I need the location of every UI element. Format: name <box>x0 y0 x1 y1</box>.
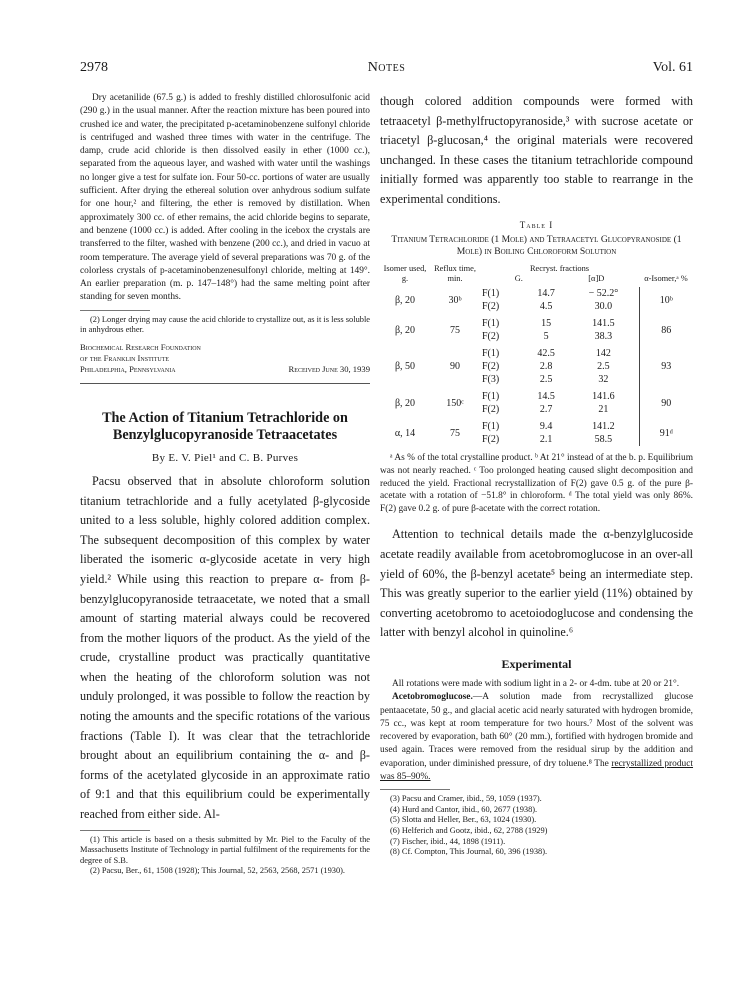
cell-rotation: 30.0 <box>568 300 639 313</box>
cell-rotation: 141.5 <box>568 313 639 330</box>
cell-grams: 2.7 <box>539 404 553 416</box>
affiliation-line-1: Biochemical Research Foundation <box>80 341 201 352</box>
cell-reflux-time: 75 <box>450 324 460 336</box>
footnote-rule <box>80 830 150 831</box>
table-row <box>380 416 693 433</box>
recryst-label: Recryst. fractions <box>529 264 590 274</box>
section-heading-experimental: Experimental <box>501 656 572 671</box>
col-rotation: [α]D <box>588 273 605 283</box>
article-separator <box>80 383 370 384</box>
cell-fraction: F(1) <box>482 348 500 360</box>
cell-rotation: 141.6 <box>568 386 639 403</box>
cell-grams: 15 <box>541 318 552 330</box>
running-title: Notes <box>367 60 406 75</box>
table-row <box>380 287 693 300</box>
cell-rotation: 141.2 <box>568 416 639 433</box>
footnote-rule <box>80 310 150 311</box>
right-footnotes <box>380 794 693 858</box>
right-column <box>380 92 693 858</box>
cell-grams: 9.4 <box>539 421 553 433</box>
cell-grams: 2.8 <box>539 361 553 373</box>
affiliation-line-2: of the Franklin Institute <box>80 352 170 363</box>
table-note: ᵃ As % of the total crystalline product. ᵇ At 21° instead of at the b. p. Equilibrium was not nearly reached. ᶜ Too prolonged heating caused slight decomposition and reduced the yield. Fractional recrystallization of F(2) gave 0.5 g. of the pure β-acetate with a rotation of −51.8° in chloroform. ᵈ The total yield was only 86%. F(2) gave 0.2 g. of pure β-acetate with the correct rotation. <box>380 453 693 514</box>
results-table <box>380 264 693 446</box>
cell-grams: 42.5 <box>537 348 555 360</box>
affiliation-city: Philadelphia, Pennsylvania <box>80 363 176 374</box>
continued-paragraph: though colored addition compounds were formed with tetraacetyl β-methylfructopyranoside,³ with sucrose acetate or triacetyl β-glucosan,⁴ the original materials were recovered unchanged. In these cases the titanium tetrachloride compound initially formed was apparently too stable to rearrange in the experimental conditions. <box>380 94 693 206</box>
body-paragraph-2: Attention to technical details made the α-benzylglucoside acetate readily available from acetobromoglucose in an over-all yield of 60%, the β-benzyl acetate⁵ being an intermediate step. This was greatly superior to the earlier yield (11%) obtained by converting acetobromo to acetoiodoglucose and condensing the latter with benzyl alcohol in quinoline.⁶ <box>380 527 693 640</box>
cell-reflux-time: 90 <box>450 361 460 373</box>
table-caption: Titanium Tetrachloride (1 Mole) and Tetraacetyl Glucopyranoside (1 Mole) in Boiling Chloroform Solution <box>391 233 682 257</box>
cell-fraction: F(1) <box>482 318 500 330</box>
cell-isomer-used: β, 20 <box>394 294 416 306</box>
previous-article-paragraph: Dry acetanilide (67.5 g.) is added to freshly distilled chlorosulfonic acid (290 g.) in the usual manner. After the reaction mixture has been poured into crushed ice and water, the precipitated p-acetaminobenzene sulfonyl chloride is centrifuged and washed three times with water in the centrifuge. The damp, crude acid chloride is then dissolved easily in ether (1000 cc.), separated from the aqueous layer, and washed with water until the washings no longer give a test for sulfate ion. Four 50-cc. portions of water are usually sufficient. After drying the ethereal solution over anhydrous sodium sulfate for one hour,² and filtering, the ether is removed by distillation. When approximately 300 cc. of ether remains, the acid chloride begins to separate, and benzene (1000 cc.) is added. After cooling in the icebox the crystals are transferred to the filter, washed with benzene (200 cc.), and dried in vacuo at room temperature. The average yield of several preparations was 70 g. of the colorless crystals of p-acetaminobenzenesulfonyl chloride, melting at 149°. An earlier preparation (m. p. 147–148°) had the same melting point after standing for seven months. <box>80 93 370 303</box>
table-header-row <box>380 264 693 287</box>
footnote-3: (3) Pacsu and Cramer, ibid., 59, 1059 (1937). <box>390 794 542 804</box>
cell-grams: 14.7 <box>537 288 555 300</box>
cell-fraction: F(1) <box>482 391 500 403</box>
cell-rotation: 38.3 <box>568 330 639 343</box>
article-title: The Action of Titanium Tetrachloride on Benzylglucopyranoside Tetraacetates <box>102 409 348 443</box>
cell-fraction: F(1) <box>482 288 500 300</box>
cell-alpha-isomer: 93 <box>661 361 672 373</box>
footnote-6: (6) Helferich and Gootz, ibid., 62, 2788 (1929) <box>390 826 548 836</box>
table-row <box>380 386 693 403</box>
article-body-paragraph: Pacsu observed that in absolute chloroform solution titanium tetrachloride and a fully acetylated β-glycoside united to a less soluble, highly colored addition complex. The subsequent decomposition of this complex by water liberated the isomeric α-glycoside acetate in very high yield.² While using this reaction to prepare α- from β-benzylglucopyranoside tetraacetate, we noted that a small amount of starting material always could be recovered from the mother liquors of the product. As the yield of the crude, crystalline product was practically quantitative when the heating of the chloroform solution was not unduly prolonged, it was possible to follow the reaction by noting the amounts and the specific rotations of the various fractions (Table I). It was clear that the tetrachloride brought about an equilibrium containing the α- and β-forms of the acetylated glycoside in an approximate ratio of 9:1 and that this equilibrium could be experimentally reached from either side. Al- <box>80 473 370 822</box>
cell-fraction: F(2) <box>482 404 500 416</box>
cell-grams: 2.1 <box>539 434 553 446</box>
table-label: Table I <box>519 219 554 230</box>
footnote-5: (5) Slotta and Heller, Ber., 63, 1024 (1930). <box>390 815 537 825</box>
cell-rotation: 21 <box>568 403 639 416</box>
affiliation-block <box>80 342 370 375</box>
subsection-heading: Acetobromoglucose. <box>392 692 473 703</box>
left-column <box>80 92 370 877</box>
cell-reflux-time: 150ᶜ <box>446 397 464 409</box>
cell-fraction: F(1) <box>482 421 500 433</box>
page-number: 2978 <box>80 60 108 75</box>
col-recryst-fractions <box>480 264 639 287</box>
footnote-7: (7) Fischer, ibid., 44, 1898 (1911). <box>390 836 506 846</box>
cell-isomer-used: β, 20 <box>394 397 416 409</box>
subsection-underlined-text: recrystallized product was 85–90%. <box>380 758 694 782</box>
cell-rotation: 32 <box>568 373 639 386</box>
col-reflux-time: Reflux time, min. <box>434 264 476 283</box>
cell-isomer-used: β, 50 <box>394 361 416 373</box>
previous-article-footnote <box>80 315 370 336</box>
cell-alpha-isomer: 91ᵈ <box>659 427 673 439</box>
cell-grams: 14.5 <box>537 391 555 403</box>
cell-isomer-used: α, 14 <box>394 427 416 439</box>
article-byline: By E. V. Piel¹ and C. B. Purves <box>151 451 299 464</box>
cell-grams: 5 <box>543 331 549 343</box>
cell-alpha-isomer: 86 <box>661 324 672 336</box>
cell-fraction: F(3) <box>482 374 500 386</box>
footnote-1: (1) This article is based on a thesis submitted by Mr. Piel to the Faculty of the Massachusetts Institute of Technology in partial fulfilment of the requirements for the degree of S.B. <box>80 834 370 865</box>
footnote-rule <box>380 789 450 790</box>
affiliation-line-3 <box>80 364 370 375</box>
cell-grams: 4.5 <box>539 301 553 313</box>
table-body <box>380 287 693 446</box>
cell-alpha-isomer: 10ᵇ <box>659 294 673 306</box>
cell-alpha-isomer: 90 <box>661 397 672 409</box>
table-row <box>380 343 693 360</box>
footnote-2-prev: (2) Longer drying may cause the acid chloride to crystallize out, as it is less soluble in anhydrous ether. <box>80 314 370 335</box>
received-date: Received June 30, 1939 <box>288 363 370 374</box>
cell-rotation: 58.5 <box>568 433 639 446</box>
col-alpha-isomer: α-Isomer,ᵃ % <box>644 273 688 283</box>
cell-fraction: F(2) <box>482 434 500 446</box>
cell-fraction: F(2) <box>482 331 500 343</box>
footnote-2: (2) Pacsu, Ber., 61, 1508 (1928); This Journal, 52, 2563, 2568, 2571 (1930). <box>90 866 346 876</box>
cell-grams: 2.5 <box>539 374 553 386</box>
footnote-8: (8) Cf. Compton, This Journal, 60, 396 (1938). <box>390 847 548 857</box>
table-row <box>380 313 693 330</box>
col-isomer-used: Isomer used, g. <box>383 264 427 283</box>
cell-fraction: F(2) <box>482 301 500 313</box>
table-notes <box>380 452 693 515</box>
volume-number: Vol. 61 <box>652 60 693 75</box>
cell-rotation: 2.5 <box>568 360 639 373</box>
cell-rotation: 142 <box>568 343 639 360</box>
footnote-4: (4) Hurd and Cantor, ibid., 60, 2677 (1938). <box>390 804 538 814</box>
cell-rotation: − 52.2° <box>568 287 639 300</box>
cell-fraction: F(2) <box>482 361 500 373</box>
cell-reflux-time: 30ᵇ <box>448 294 462 306</box>
col-grams: G. <box>514 273 523 283</box>
subsection-text: —A solution made from recrystallized glucose pentaacetate, 50 g., and glacial acetic acid nearly saturated with hydrogen bromide, 75 cc., was kept at room temperature for two hours.⁷ Most of the solvent was recovered by evaporation, bath 60° (20 mm.), fortified with hydrogen bromide and used again. Traces were removed from the residual sirup by the addition and evaporation, under diminished pressure, of dry toluene.⁸ The <box>380 692 693 769</box>
cell-reflux-time: 75 <box>450 427 460 439</box>
running-header <box>80 60 693 78</box>
cell-isomer-used: β, 20 <box>394 324 416 336</box>
experimental-paragraph: All rotations were made with sodium light in a 2- or 4-dm. tube at 20 or 21°. <box>392 678 680 689</box>
article-footnotes <box>80 835 370 877</box>
recryst-subheaders <box>482 274 637 284</box>
acetobromoglucose-paragraph <box>380 691 693 784</box>
